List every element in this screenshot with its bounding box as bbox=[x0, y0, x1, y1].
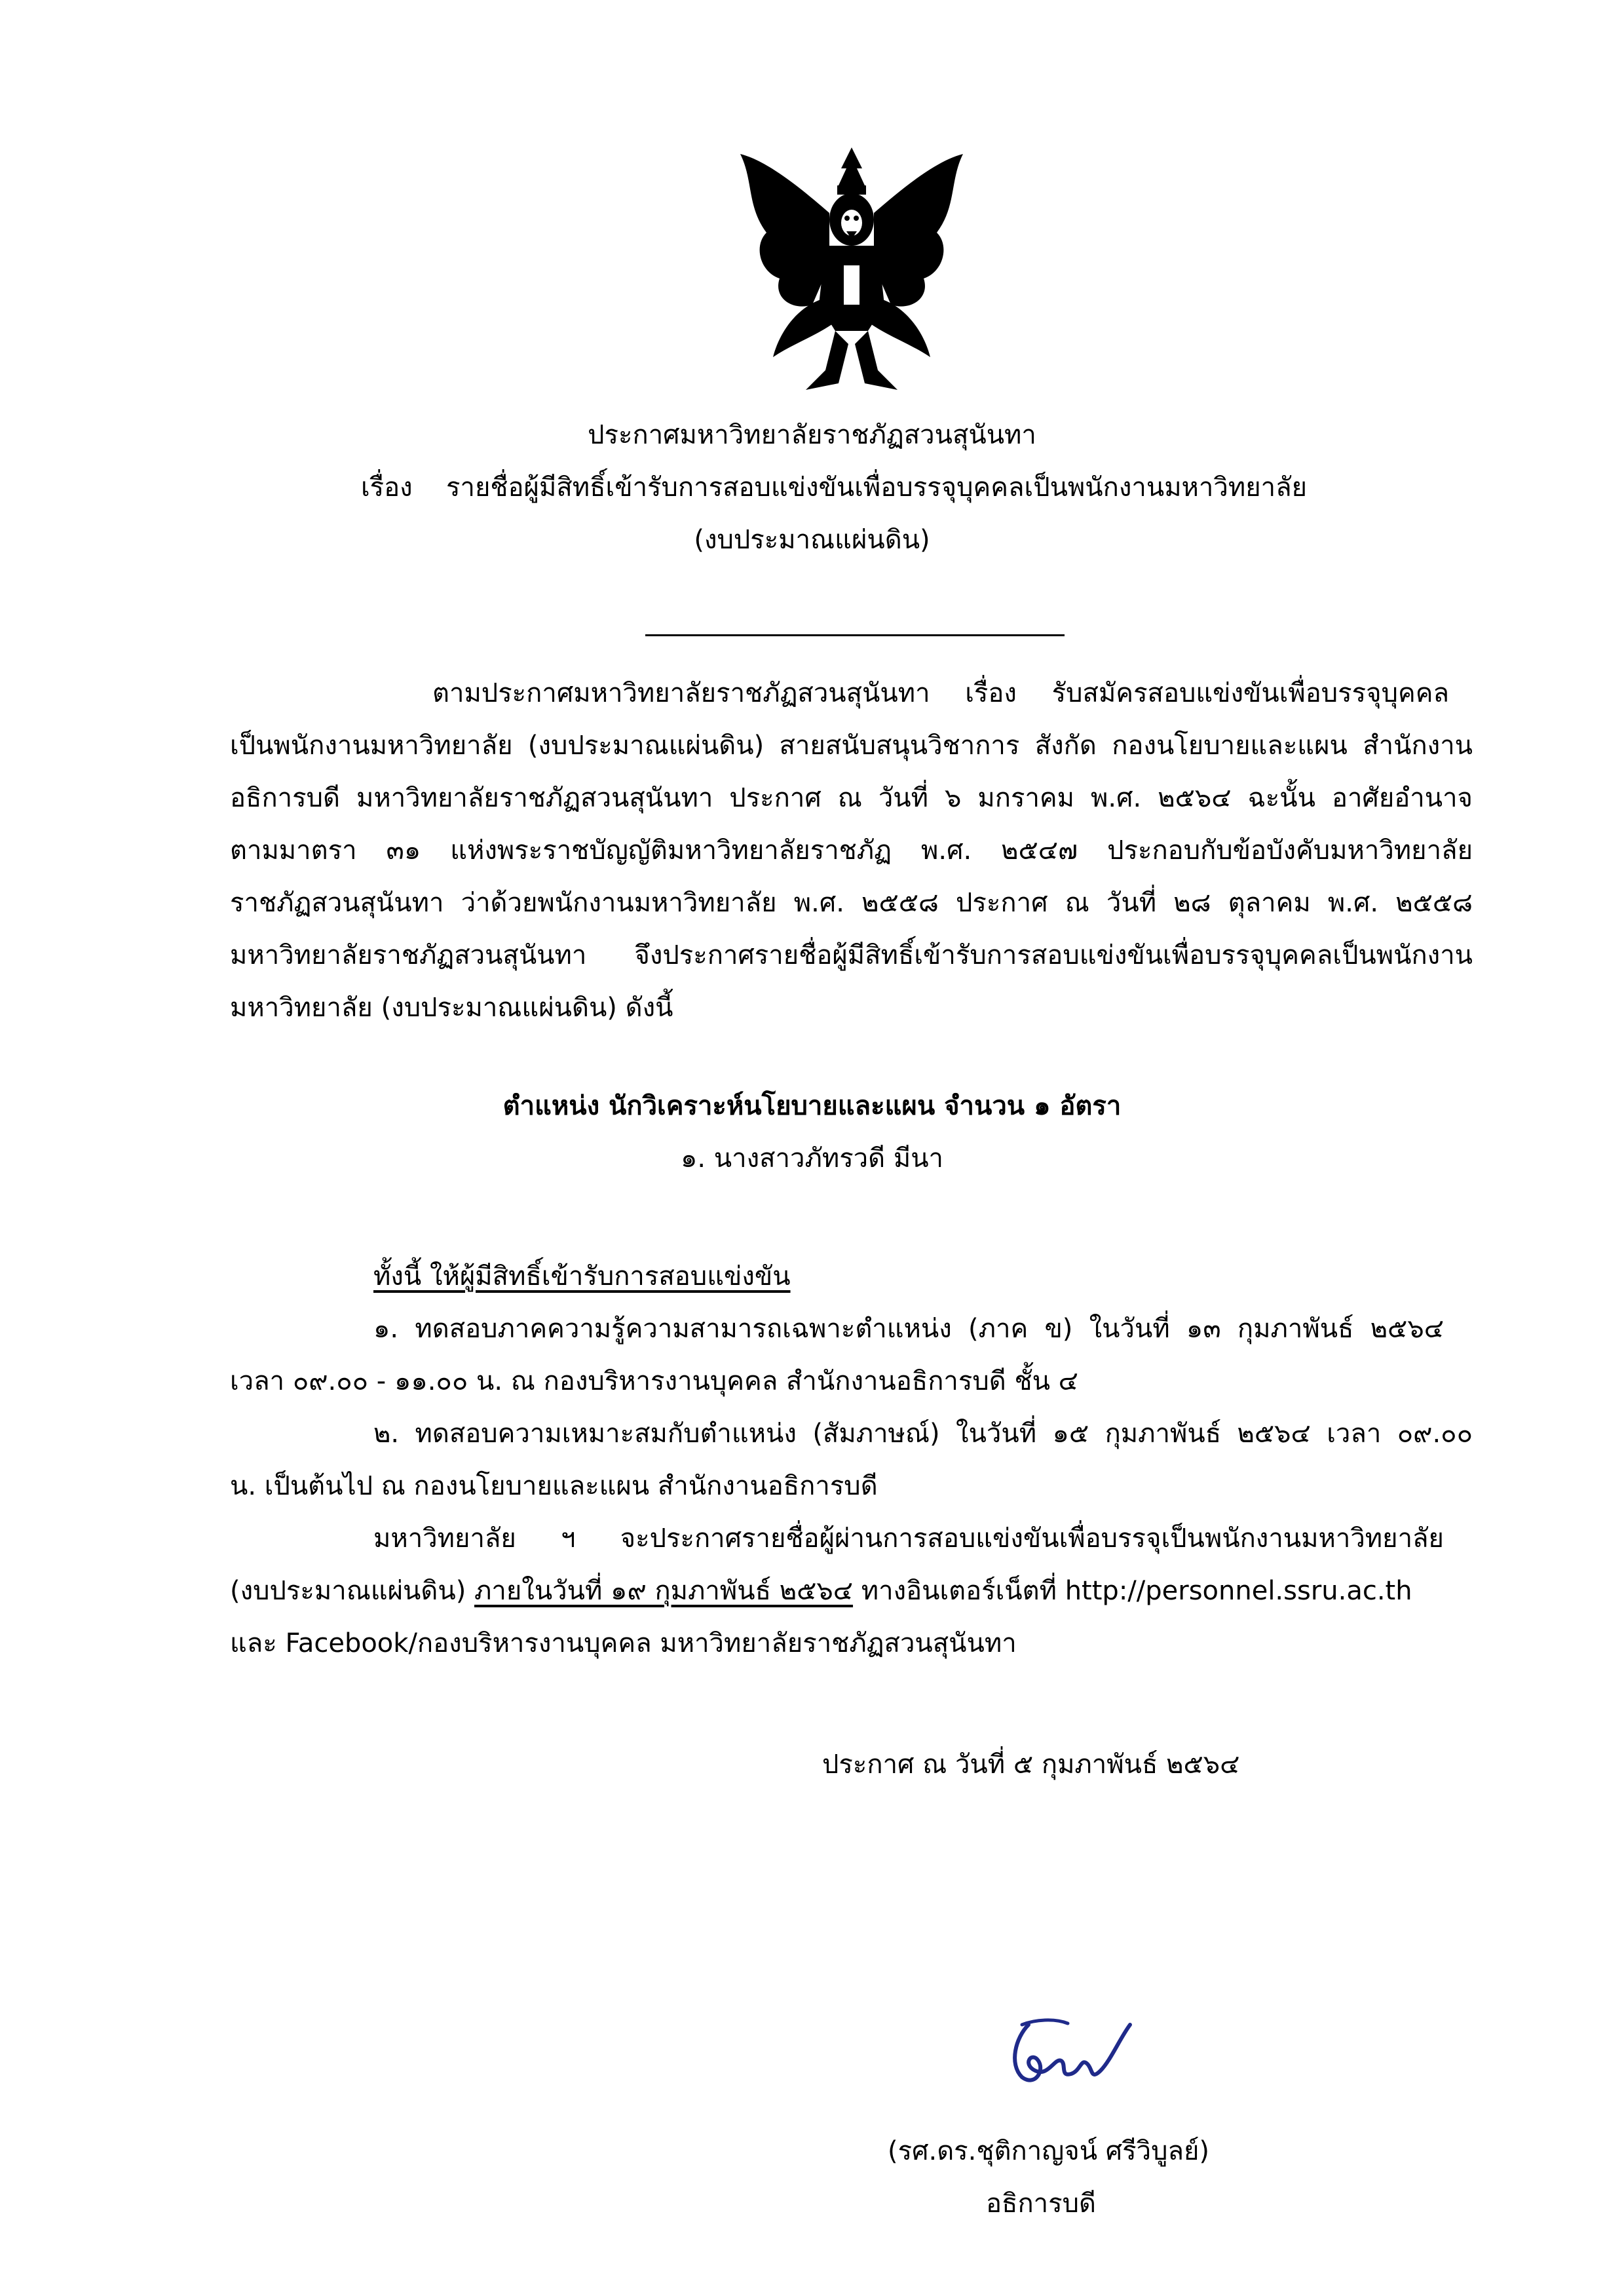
para1-line: มหาวิทยาลัยราชภัฏสวนสุนันทา จึงประกาศรายชื่อผู้มีสิทธิ์เข้ารับการสอบแข่งขันเพื่อบรรจุบุคคลเป็นพนักงาน bbox=[230, 940, 1473, 970]
signer-title: อธิการบดี bbox=[986, 2189, 1096, 2219]
para1-line: เป็นพนักงานมหาวิทยาลัย (งบประมาณแผ่นดิน) สายสนับสนุนวิชาการ สังกัด กองนโยบายและแผน สำนักงาน bbox=[230, 731, 1473, 761]
para1-line: ตามประกาศมหาวิทยาลัยราชภัฏสวนสุนันทา เรื่อง รับสมัครสอบแข่งขันเพื่อบรรจุบุคคล bbox=[432, 678, 1449, 708]
para1-line: ราชภัฏสวนสุนันทา ว่าด้วยพนักงานมหาวิทยาลัย พ.ศ. ๒๕๕๘ ประกาศ ณ วันที่ ๒๘ ตุลาคม พ.ศ. ๒๕๕๘ bbox=[230, 888, 1473, 918]
announce-deadline: ภายในวันที่ ๑๙ กุมภาพันธ์ ๒๕๖๔ bbox=[474, 1576, 854, 1606]
instructions-heading: ทั้งนี้ ให้ผู้มีสิทธิ์เข้ารับการสอบแข่งขัน bbox=[373, 1261, 791, 1292]
announce-line2-start: (งบประมาณแผ่นดิน) bbox=[230, 1576, 475, 1606]
announce-line2 bbox=[230, 1573, 1412, 1609]
header-divider bbox=[645, 634, 1065, 636]
announce-line3: และ Facebook/กองบริหารงานบุคคล มหาวิทยาลัยราชภัฏสวนสุนันทา bbox=[230, 1628, 1017, 1658]
item2-line1: ๒. ทดสอบความเหมาะสมกับตำแหน่ง (สัมภาษณ์) ในวันที่ ๑๕ กุมภาพันธ์ ๒๕๖๔ เวลา ๐๙.๐๐ bbox=[373, 1419, 1473, 1449]
position-title: ตำแหน่ง นักวิเคราะห์นโยบายและแผน จำนวน ๑ อัตรา bbox=[502, 1091, 1122, 1121]
item2-line2: น. เป็นต้นไป ณ กองนโยบายและแผน สำนักงานอธิการบดี bbox=[230, 1471, 878, 1501]
signer-name: (รศ.ดร.ชุติกาญจน์ ศรีวิบูลย์) bbox=[888, 2136, 1210, 2166]
para1-line: อธิการบดี มหาวิทยาลัยราชภัฏสวนสุนันทา ประกาศ ณ วันที่ ๖ มกราคม พ.ศ. ๒๕๖๔ ฉะนั้น อาศัยอำนาจ bbox=[230, 783, 1473, 813]
para1-line: ตามมาตรา ๓๑ แห่งพระราชบัญญัติมหาวิทยาลัยราชภัฏ พ.ศ. ๒๕๔๗ ประกอบกับข้อบังคับมหาวิทยาลัย bbox=[230, 835, 1473, 866]
subject-label: เรื่อง bbox=[361, 472, 413, 503]
subject-text: รายชื่อผู้มีสิทธิ์เข้ารับการสอบแข่งขันเพื่อบรรจุบุคคลเป็นพนักงานมหาวิทยาลัย bbox=[446, 472, 1308, 503]
budget-note: (งบประมาณแผ่นดิน) bbox=[694, 525, 930, 555]
garuda-emblem bbox=[727, 134, 976, 403]
item1-line2: เวลา ๐๙.๐๐ - ๑๑.๐๐ น. ณ กองบริหารงานบุคคล สำนักงานอธิการบดี ชั้น ๔ bbox=[230, 1366, 1078, 1396]
header-title: ประกาศมหาวิทยาลัยราชภัฏสวนสุนันทา bbox=[588, 420, 1036, 450]
announce-line1: มหาวิทยาลัย ฯ จะประกาศรายชื่อผู้ผ่านการสอบแข่งขันเพื่อบรรจุเป็นพนักงานมหาวิทยาลัย bbox=[373, 1523, 1444, 1554]
signature bbox=[983, 1999, 1140, 2103]
announcement-date: ประกาศ ณ วันที่ ๕ กุมภาพันธ์ ๒๕๖๔ bbox=[822, 1750, 1240, 1780]
item1-line1: ๑. ทดสอบภาคความรู้ความสามารถเฉพาะตำแหน่ง (ภาค ข) ในวันที่ ๑๓ กุมภาพันธ์ ๒๕๖๔ bbox=[373, 1314, 1444, 1344]
para1-line: มหาวิทยาลัย (งบประมาณแผ่นดิน) ดังนี้ bbox=[230, 993, 673, 1023]
candidate-name: ๑. นางสาวภัทรวดี มีนา bbox=[680, 1143, 944, 1174]
announce-website: ทางอินเตอร์เน็ตที่ http://personnel.ssru.ac.th bbox=[853, 1576, 1412, 1606]
